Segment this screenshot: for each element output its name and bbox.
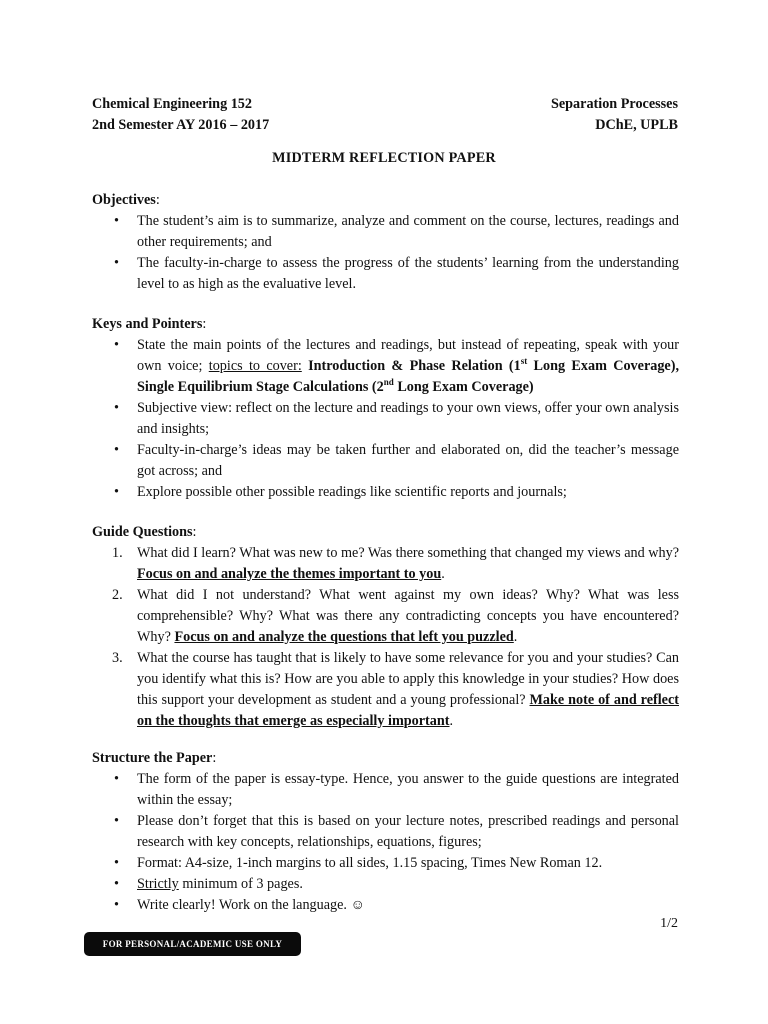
smiley-icon: ☺ — [350, 897, 366, 913]
section-heading: Guide Questions: — [92, 524, 197, 540]
list-item: • Format: A4-size, 1-inch margins to all sides, 1.15 spacing, Times New Roman 12. — [114, 855, 603, 871]
section-heading: Keys and Pointers: — [92, 316, 207, 332]
list-item: • Explore possible other possible readings like scientific reports and journals; — [114, 484, 567, 500]
usage-badge: FOR PERSONAL/ACADEMIC USE ONLY — [84, 932, 301, 956]
list-item: • The student’s aim is to summarize, analyze and comment on the course, lectures, readings and other requirements; and — [114, 213, 679, 250]
list-item: • State the main points of the lectures and readings, but instead of repeating, speak with your own voice; topics to cover: Introduction & Phase Relation (1st Long Exam Coverage), Single Equilibrium Stage Calculations (2nd Long Exam Coverage) — [114, 337, 679, 395]
section-heading: Objectives: — [92, 192, 160, 208]
department: DChE, UPLB — [595, 117, 678, 133]
objectives-section — [92, 190, 679, 295]
list-item: • The form of the paper is essay-type. Hence, you answer to the guide questions are integrated within the essay; — [114, 771, 679, 808]
list-item: • Subjective view: reflect on the lecture and readings to your own views, offer your own analysis and insights; — [114, 400, 679, 437]
structure-section — [92, 748, 679, 916]
list-item: • Please don’t forget that this is based on your lecture notes, prescribed readings and personal research with key concepts, relationships, equations, figures; — [114, 813, 679, 850]
list-item: • Faculty-in-charge’s ideas may be taken further and elaborated on, did the teacher’s message got across; and — [114, 442, 679, 479]
subject-name: Separation Processes — [550, 96, 678, 112]
semester: 2nd Semester AY 2016 – 2017 — [92, 117, 270, 133]
document-header — [92, 94, 678, 136]
list-item: 1. What did I learn? What was new to me? Was there something that changed my views and why? Focus on and analyze the themes important to you. — [112, 545, 679, 582]
topics-label: topics to cover: — [208, 358, 302, 374]
page-title: MIDTERM REFLECTION PAPER — [272, 150, 496, 166]
list-item: • Strictly minimum of 3 pages. — [114, 876, 303, 892]
section-heading: Structure the Paper: — [92, 750, 217, 766]
guide-questions-section — [92, 522, 679, 732]
list-item: • The faculty-in-charge to assess the progress of the students’ learning from the understanding level to as high as the evaluative level. — [114, 255, 679, 292]
page-number: 1/2 — [660, 916, 678, 931]
list-item: 3. What the course has taught that is likely to have some relevance for you and your studies? Can you identify what this is? How are you able to apply this knowledge in your studies? How does this support your development as student and a young professional? Make note of and reflect on the thoughts that emerge as especially important. — [112, 650, 679, 729]
keys-section — [92, 314, 679, 503]
list-item: • Write clearly! Work on the language. ☺ — [114, 897, 366, 913]
list-item: 2. What did I not understand? What went against my own ideas? Why? What was less comprehensible? Why? What was there any contradicting concepts you have encountered? Why? Focus on and analyze the questions that left you puzzled. — [112, 587, 679, 645]
course-name: Chemical Engineering 152 — [92, 96, 252, 112]
